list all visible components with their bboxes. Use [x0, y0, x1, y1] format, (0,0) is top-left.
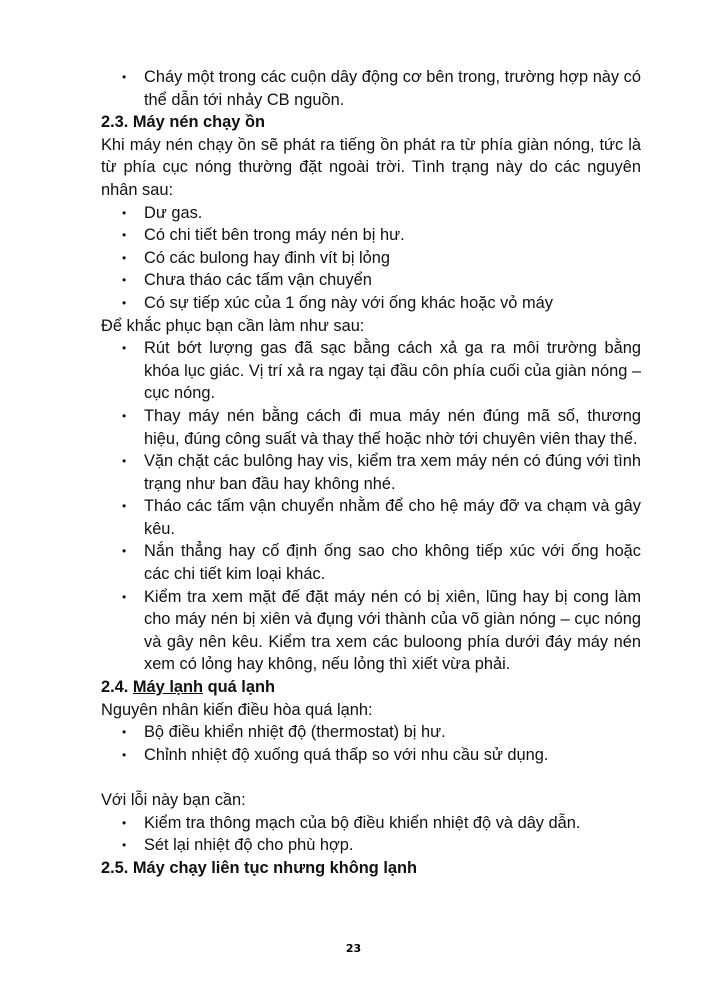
- section-2-3-fix-intro: Để khắc phục bạn cần làm như sau:: [101, 316, 365, 335]
- bullet-icon: •: [122, 815, 127, 830]
- page-body: [101, 66, 641, 879]
- list-item-text: Cháy một trong các cuộn dây động cơ bên trong, trường hợp này có thể dẫn tới nhảy CB nguồn.: [144, 68, 641, 109]
- bullet-icon: •: [122, 747, 127, 762]
- section-2-4-cause-intro: Nguyên nhân kiến điều hòa quá lạnh:: [101, 700, 373, 719]
- bullet-icon: •: [122, 408, 127, 423]
- bullet-icon: •: [122, 544, 127, 559]
- list-item: [101, 586, 641, 676]
- bullet-icon: •: [122, 499, 127, 514]
- list-item: [101, 812, 641, 835]
- bullet-icon: •: [122, 205, 127, 220]
- list-item: [101, 721, 641, 744]
- list-item: [101, 405, 641, 450]
- bullet-icon: •: [122, 838, 127, 853]
- list-item-text: Chỉnh nhiệt độ xuống quá thấp so với nhu cầu sử dụng.: [144, 745, 549, 764]
- list-item: [101, 292, 641, 315]
- bullet-icon: •: [122, 273, 127, 288]
- section-heading-2-3: 2.3. Máy nén chạy ồn: [101, 113, 265, 132]
- bullet-icon: •: [122, 250, 127, 265]
- list-item: [101, 269, 641, 292]
- section-2-3-fixes: [101, 337, 641, 676]
- list-item: [101, 495, 641, 540]
- list-item: [101, 540, 641, 585]
- section-2-3-paragraph: Khi máy nén chạy ồn sẽ phát ra tiếng ồn phát ra từ phía giàn nóng, tức là từ phía cục nóng thường đặt ngoài trời. Tình trạng này do các nguyên nhân sau:: [101, 135, 641, 199]
- bullet-icon: •: [122, 70, 127, 84]
- list-item: [101, 834, 641, 857]
- bullet-icon: •: [122, 341, 127, 356]
- list-item-text: Có các bulong hay đinh vít bị lỏng: [144, 248, 391, 267]
- list-item-text: Dư gas.: [144, 203, 203, 222]
- list-item-text: Có sự tiếp xúc của 1 ống này với ống khác hoặc vỏ máy: [144, 293, 553, 312]
- list-item-text: Vặn chặt các bulông hay vis, kiểm tra xem máy nén có đúng với tình trạng như ban đầu hay không nhé.: [144, 452, 641, 493]
- list-item-text: Kiểm tra xem mặt đế đặt máy nén có bị xiên, lũng hay bị cong làm cho máy nén bị xiên và đụng với thành của võ giàn nóng – cục nóng và gây nên kêu. Kiểm tra xem các buloong phía dưới đáy máy nén xem có lỏng hay không, nếu lỏng thì xiết vừa phải.: [144, 587, 641, 674]
- section-2-3-causes: [101, 202, 641, 315]
- bullet-icon: •: [122, 725, 127, 740]
- list-item-text: Chưa tháo các tấm vận chuyển: [144, 271, 372, 290]
- list-item-text: Nắn thẳng hay cố định ống sao cho không tiếp xúc với ống hoặc các chi tiết kim loại khác.: [144, 542, 641, 584]
- list-item: [101, 450, 641, 495]
- bullet-icon: •: [122, 228, 127, 243]
- list-item-text: Sét lại nhiệt độ cho phù hợp.: [144, 836, 354, 855]
- section-2-4-fix-intro: Với lỗi này bạn cần:: [101, 791, 246, 809]
- list-item: [101, 202, 641, 225]
- list-item: [101, 66, 641, 111]
- heading-prefix: 2.4.: [101, 678, 133, 697]
- bullet-icon: •: [122, 454, 127, 469]
- list-item-text: Bộ điều khiển nhiệt độ (thermostat) bị hư.: [144, 723, 446, 742]
- list-item-text: Kiểm tra thông mạch của bộ điều khiển nhiệt độ và dây dẫn.: [144, 813, 581, 832]
- list-item-text: Rút bớt lượng gas đã sạc bằng cách xả ga ra môi trường bằng khóa lục giác. Vị trí xả ra ngay tại đầu côn phía cuối của giàn nóng – cục nóng.: [144, 339, 641, 403]
- section-heading-2-5: 2.5. Máy chạy liên tục nhưng không lạnh: [101, 858, 418, 877]
- list-item: [101, 224, 641, 247]
- list-item: [101, 247, 641, 270]
- list-item-text: Có chi tiết bên trong máy nén bị hư.: [144, 226, 405, 245]
- list-item-text: Tháo các tấm vận chuyển nhằm để cho hệ máy đỡ va chạm và gây kêu.: [144, 497, 641, 538]
- list-item-text: Thay máy nén bằng cách đi mua máy nén đúng mã số, thương hiệu, đúng công suất và thay thế hoặc nhờ tới chuyên viên thay thế.: [144, 406, 641, 448]
- section-2-4-causes: [101, 721, 641, 766]
- page-number: 23: [345, 942, 362, 955]
- intro-bullet-list: [101, 66, 641, 111]
- section-2-4-fixes: [101, 812, 641, 857]
- section-heading-2-4: [101, 676, 641, 699]
- list-item: [101, 337, 641, 405]
- list-item: [101, 744, 641, 767]
- bullet-icon: •: [122, 589, 127, 604]
- heading-suffix: quá lạnh: [203, 678, 275, 697]
- blank-line: [101, 766, 641, 789]
- bullet-icon: •: [122, 295, 127, 310]
- heading-underlined-term: Máy lạnh: [132, 678, 204, 697]
